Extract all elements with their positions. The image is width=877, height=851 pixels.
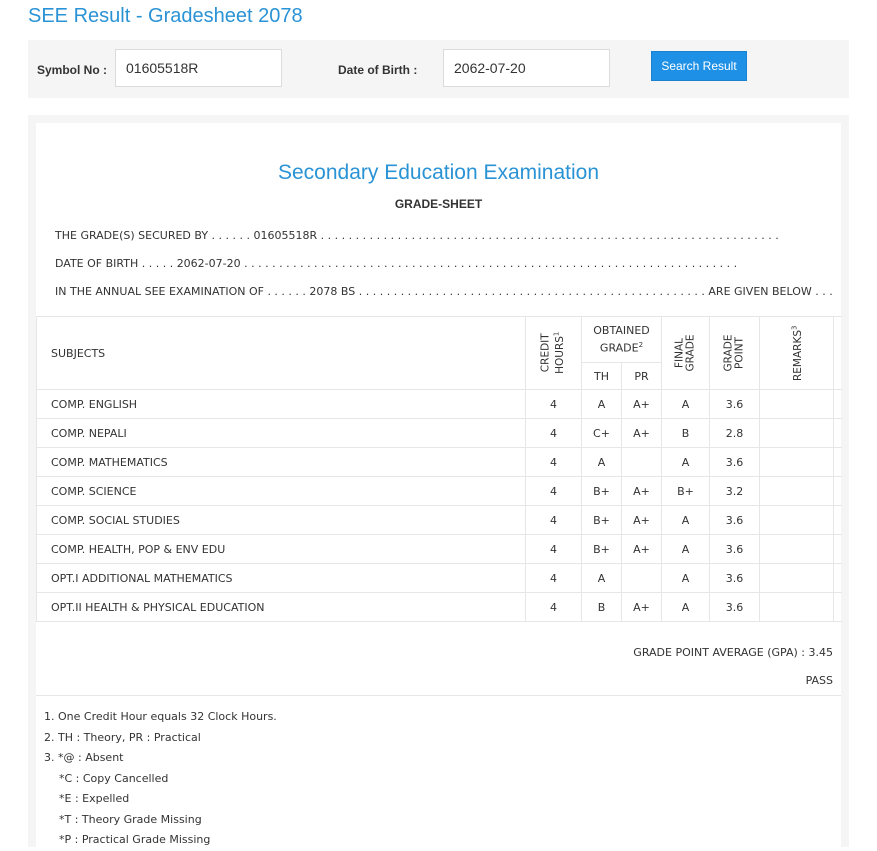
th-header: TH	[582, 363, 622, 390]
remarks-cell	[760, 506, 834, 535]
subject-cell: COMP. MATHEMATICS	[37, 448, 526, 477]
exam-prefix: IN THE ANNUAL SEE EXAMINATION OF . . . . . .	[55, 285, 306, 298]
footnotes	[44, 707, 277, 851]
blank-cell	[834, 593, 842, 622]
table-row	[37, 448, 842, 477]
grade-point-cell: 3.6	[710, 390, 760, 419]
subject-cell: COMP. ENGLISH	[37, 390, 526, 419]
credit-hours-cell: 4	[526, 535, 582, 564]
th-grade-cell: A	[582, 448, 622, 477]
subject-cell: COMP. HEALTH, POP & ENV EDU	[37, 535, 526, 564]
exam-title: Secondary Education Examination	[277, 161, 600, 184]
th-grade-cell: A	[582, 564, 622, 593]
secured-by-value: 01605518R	[253, 229, 318, 242]
secured-by-dots: . . . . . . . . . . . . . . . . . . . . . . . . . . . . . . . . . . . . . . . . . . . . . . . . . . . . . . . . . . . . . . . . . .	[320, 229, 779, 242]
search-result-button[interactable]: Search Result	[651, 51, 747, 81]
blank-cell	[834, 506, 842, 535]
subject-cell: OPT.I ADDITIONAL MATHEMATICS	[37, 564, 526, 593]
table-row	[37, 477, 842, 506]
final-grade-cell: B+	[662, 477, 710, 506]
credit-hours-cell: 4	[526, 419, 582, 448]
exam-dots: . . . . . . . . . . . . . . . . . . . . . . . . . . . . . . . . . . . . . . . . . . . . . . . . . .	[358, 285, 705, 298]
gradesheet-panel	[28, 115, 849, 847]
grade-point-cell: 3.6	[710, 535, 760, 564]
subjects-header: SUBJECTS	[37, 317, 526, 390]
dob-value: 2062-07-20	[176, 257, 241, 270]
gpa-text: GRADE POINT AVERAGE (GPA) : 3.45	[633, 646, 833, 659]
page-title: SEE Result - Gradesheet 2078	[28, 5, 303, 27]
secured-by-line	[55, 229, 779, 242]
symbol-no-input[interactable]	[115, 49, 282, 87]
subject-cell: COMP. NEPALI	[37, 419, 526, 448]
secured-by-prefix: THE GRADE(S) SECURED BY . . . . . .	[55, 229, 251, 242]
date-of-birth-line	[55, 257, 737, 270]
dob-prefix: DATE OF BIRTH . . . . .	[55, 257, 174, 270]
pr-grade-cell: A+	[622, 419, 662, 448]
grade-point-cell: 3.6	[710, 448, 760, 477]
credit-hours-cell: 4	[526, 593, 582, 622]
pr-grade-cell: A+	[622, 506, 662, 535]
final-grade-cell: B	[662, 419, 710, 448]
pr-grade-cell: A+	[622, 390, 662, 419]
pr-grade-cell: A+	[622, 477, 662, 506]
final-grade-cell: A	[662, 390, 710, 419]
th-grade-cell: B+	[582, 477, 622, 506]
footnote-item: *C : Copy Cancelled	[59, 771, 169, 785]
remarks-cell	[760, 477, 834, 506]
remarks-cell	[760, 390, 834, 419]
table-row	[37, 390, 842, 419]
table-row	[37, 419, 842, 448]
final-grade-cell: A	[662, 593, 710, 622]
final-grade-cell: A	[662, 506, 710, 535]
table-row	[37, 564, 842, 593]
symbol-no-label: Symbol No :	[37, 63, 108, 77]
credit-hours-header: CREDIT HOURS$^1$	[526, 317, 582, 390]
gradesheet-title: GRADE-SHEET	[394, 197, 483, 211]
credit-hours-cell: 4	[526, 506, 582, 535]
blank-cell	[834, 448, 842, 477]
credit-hours-cell: 4	[526, 390, 582, 419]
grade-point-header: GRADE POINT	[710, 317, 760, 390]
date-of-birth-label: Date of Birth :	[338, 63, 418, 77]
th-grade-cell: B+	[582, 535, 622, 564]
pr-grade-cell	[622, 448, 662, 477]
exam-year: 2078 BS	[309, 285, 356, 298]
gradesheet	[36, 123, 841, 847]
final-grade-header: FINAL GRADE	[662, 317, 710, 390]
table-row	[37, 506, 842, 535]
pr-grade-cell: A+	[622, 535, 662, 564]
blank-cell	[834, 477, 842, 506]
examination-line	[55, 285, 833, 298]
subject-cell: COMP. SCIENCE	[37, 477, 526, 506]
remarks-header: REMARKS$^3$	[760, 317, 834, 390]
pr-grade-cell	[622, 564, 662, 593]
th-grade-cell: C+	[582, 419, 622, 448]
th-grade-cell: B	[582, 593, 622, 622]
table-row	[37, 535, 842, 564]
grade-table	[36, 316, 842, 622]
subject-cell: COMP. SOCIAL STUDIES	[37, 506, 526, 535]
blank-cell	[834, 564, 842, 593]
th-grade-cell: A	[582, 390, 622, 419]
footnote-item: *E : Expelled	[59, 792, 130, 805]
remarks-cell	[760, 535, 834, 564]
final-grade-cell: A	[662, 564, 710, 593]
table-row	[37, 593, 842, 622]
final-grade-cell: A	[662, 535, 710, 564]
search-form	[28, 40, 849, 98]
final-grade-cell: A	[662, 448, 710, 477]
grade-point-cell: 3.6	[710, 593, 760, 622]
remarks-cell	[760, 593, 834, 622]
footnote-item: 3. *@ : Absent	[44, 751, 124, 764]
dob-dots: . . . . . . . . . . . . . . . . . . . . . . . . . . . . . . . . . . . . . . . . . . . . . . . . . . . . . . . . . . . . . . . . . . . . . . .	[244, 257, 738, 270]
blank-cell	[834, 390, 842, 419]
footnote-item: *T : Theory Grade Missing	[59, 812, 202, 826]
remarks-cell	[760, 419, 834, 448]
result-status: PASS	[805, 674, 833, 687]
grade-point-cell: 3.6	[710, 506, 760, 535]
remarks-cell	[760, 564, 834, 593]
th-grade-cell: B+	[582, 506, 622, 535]
pr-header: PR	[622, 363, 662, 390]
credit-hours-cell: 4	[526, 477, 582, 506]
grade-point-cell: 3.6	[710, 564, 760, 593]
footnote-item: 1. One Credit Hour equals 32 Clock Hours.	[44, 710, 277, 723]
grade-point-cell: 2.8	[710, 419, 760, 448]
date-of-birth-input[interactable]	[443, 49, 610, 87]
blank-cell	[834, 535, 842, 564]
blank-cell	[834, 419, 842, 448]
subject-cell: OPT.II HEALTH & PHYSICAL EDUCATION	[37, 593, 526, 622]
pr-grade-cell: A+	[622, 593, 662, 622]
remarks-cell	[760, 448, 834, 477]
blank-header	[834, 317, 842, 390]
obtained-grade-header: OBTAINED GRADE$^2$	[582, 317, 662, 363]
exam-suffix: ARE GIVEN BELOW . . .	[708, 285, 833, 298]
credit-hours-cell: 4	[526, 448, 582, 477]
grade-point-cell: 3.2	[710, 477, 760, 506]
divider	[36, 695, 841, 696]
footnote-item: *P : Practical Grade Missing	[59, 833, 211, 846]
credit-hours-cell: 4	[526, 564, 582, 593]
footnote-item: 2. TH : Theory, PR : Practical	[44, 730, 201, 744]
